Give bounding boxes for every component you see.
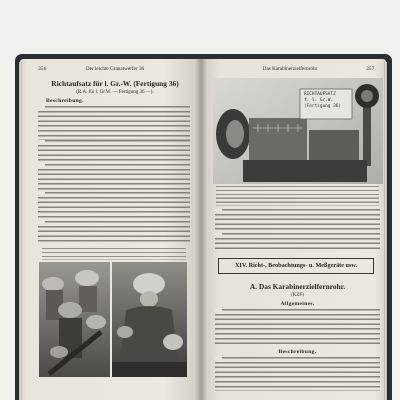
right-page-edge	[384, 62, 387, 400]
device-label-line: (Fertigung 36)	[304, 104, 342, 109]
soldier-photo-right	[112, 262, 187, 377]
sight-post	[363, 104, 371, 166]
left-running-head: Der leichte Granatwerfer 36	[85, 66, 145, 72]
left-page-number: 356	[38, 66, 47, 72]
subsection-beschreibung: Beschreibung.	[278, 349, 317, 355]
helmet	[163, 334, 183, 350]
sight-base	[243, 160, 367, 182]
device-label-line: f. l. Gr.W.	[304, 98, 334, 103]
body-text-lines	[38, 192, 190, 221]
subsection-allgemeines: Allgemeines.	[280, 300, 315, 307]
figure-caption-lines	[216, 186, 379, 206]
helmet	[42, 277, 64, 291]
left-page-edge	[19, 62, 22, 400]
device-label-text	[304, 92, 341, 110]
chapter-heading-box: XIV. Richt-, Beobachtungs- u. Meßgeräte usw.	[218, 258, 374, 274]
body-text-lines	[215, 209, 380, 233]
left-section-beschreibung: Beschreibung.	[46, 98, 84, 104]
left-heading: Richtaufsatz für l. Gr.-W. (Fertigung 36)	[51, 79, 179, 88]
right-running-head: Das Karabinerzielfernrohr	[262, 66, 318, 72]
body-text-lines	[38, 164, 190, 193]
device-label-line: RICHTAUFSATZ	[304, 92, 336, 97]
soldier-photo-left	[39, 262, 110, 377]
section-abbreviation: (KZF)	[291, 293, 304, 298]
body-text-lines	[38, 221, 190, 245]
figure-caption-lines	[42, 248, 186, 260]
body-text-lines	[38, 106, 190, 140]
body-text-lines	[215, 233, 380, 252]
helmet	[75, 270, 99, 286]
body-text-lines	[215, 357, 380, 391]
device-photo	[213, 78, 383, 184]
helmet	[58, 302, 82, 318]
left-subheading: (R.A. für l. Gr.W. — Fertigung 36 —).	[76, 90, 154, 95]
section-title: A. Das Karabinerzielfernrohr.	[249, 282, 346, 291]
helmet	[86, 315, 106, 329]
body-text-lines	[38, 140, 190, 164]
body-text-lines	[215, 309, 380, 347]
right-page-number: 357	[366, 66, 375, 72]
book-gutter	[195, 59, 207, 400]
